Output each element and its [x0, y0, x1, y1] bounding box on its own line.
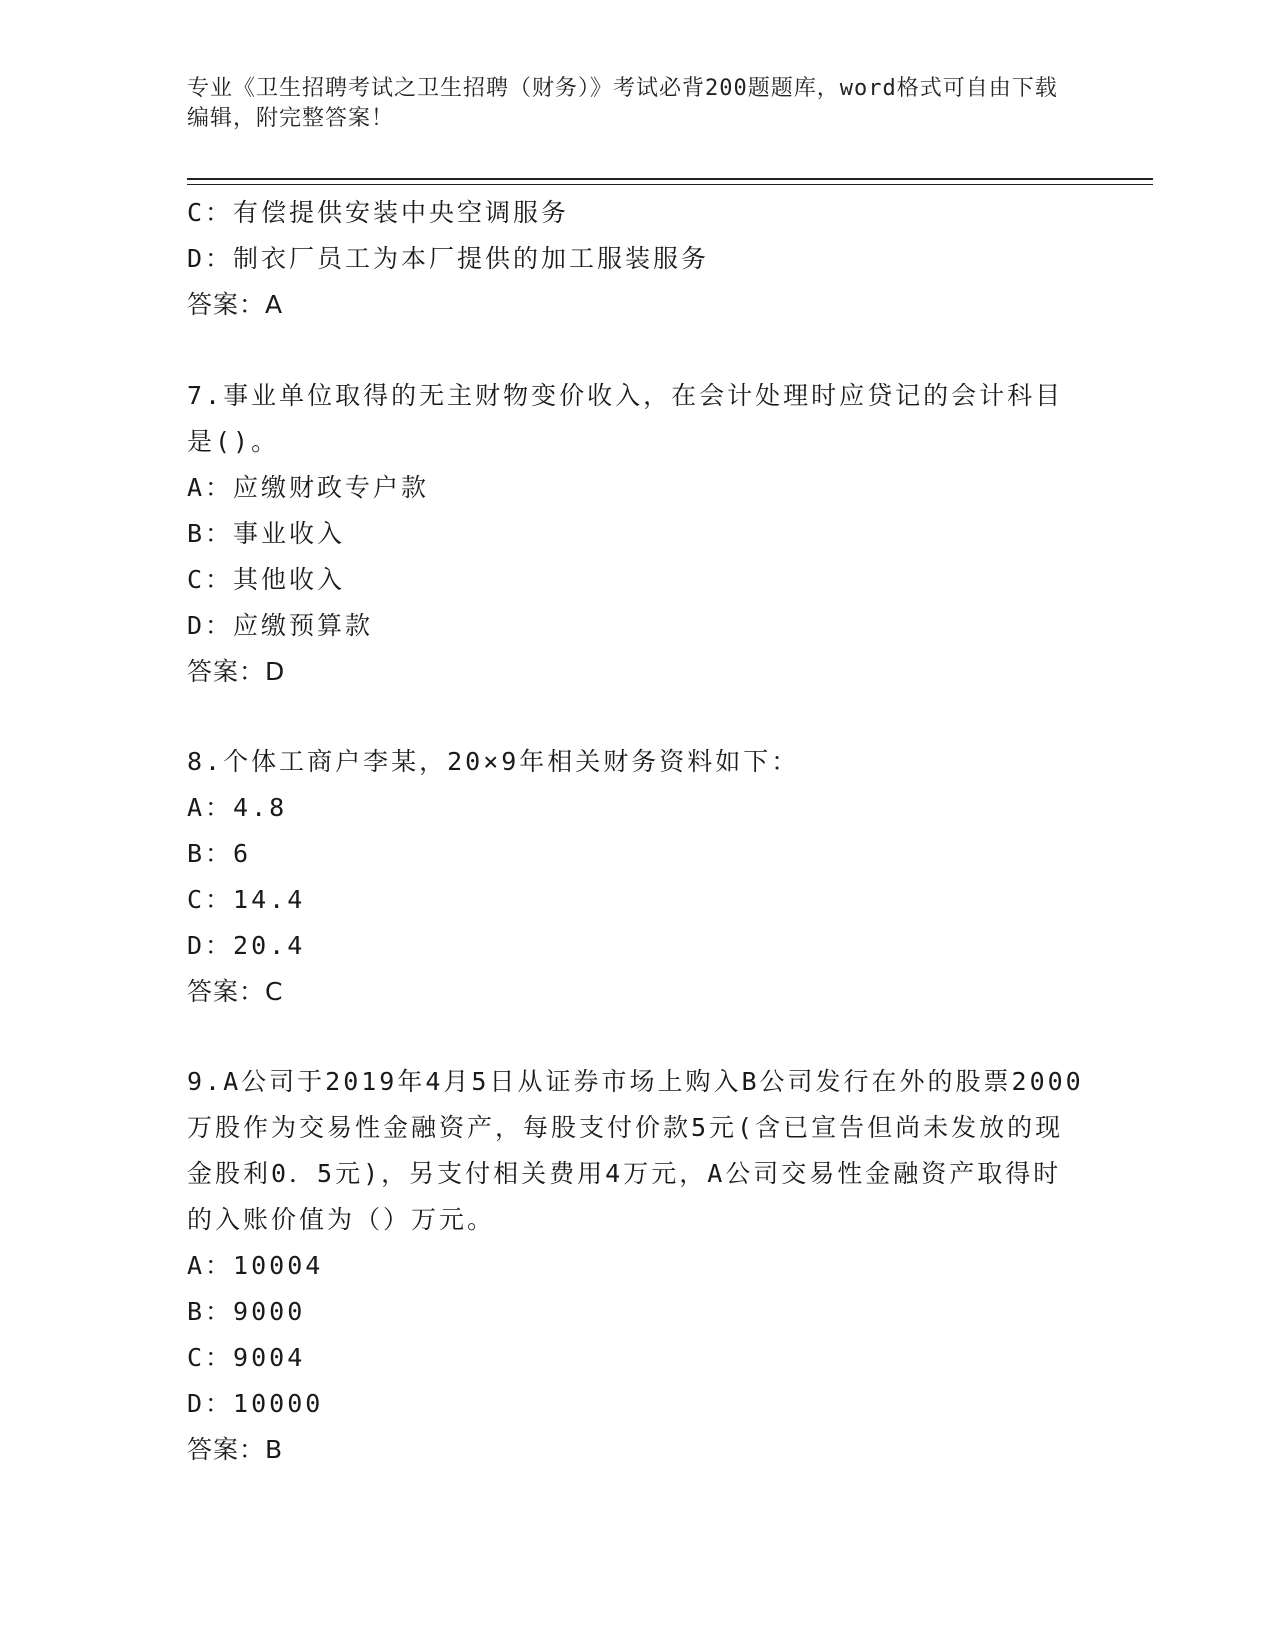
answer-line: 答案：C [187, 977, 284, 1006]
question-7 [187, 373, 1087, 695]
question-text: 9.A公司于2019年4月5日从证券市场上购入B公司发行在外的股票2000万股作为交易性金融资产，每股支付价款5元(含已宣告但尚未发放的现金股利0．5元)，另支付相关费用4万元，A公司交易性金融资产取得时的入账价值为（）万元。 [187, 1067, 1084, 1234]
question-text: 8.个体工商户李某，20×9年相关财务资料如下： [187, 747, 800, 776]
option-d: D：制衣厂员工为本厂提供的加工服装服务 [187, 244, 710, 273]
option-b: B：9000 [187, 1297, 306, 1326]
header-rule-thick [187, 178, 1153, 180]
option-d: D：10000 [187, 1389, 324, 1418]
option-a: A：应缴财政专户款 [187, 473, 430, 502]
header-rule-thin [187, 184, 1153, 185]
option-d: D：20.4 [187, 931, 306, 960]
question-text: 7.事业单位取得的无主财物变价收入，在会计处理时应贷记的会计科目是()。 [187, 381, 1064, 456]
question-9 [187, 1059, 1087, 1473]
answer-line: 答案：A [187, 290, 284, 319]
option-b: B：事业收入 [187, 519, 346, 548]
question-6-tail [187, 190, 1087, 328]
option-a: A：10004 [187, 1251, 324, 1280]
option-b: B：6 [187, 839, 252, 868]
document-header: 专业《卫生招聘考试之卫生招聘（财务）》考试必背200题题库，word格式可自由下载编辑，附完整答案！ [187, 76, 1058, 131]
option-d: D：应缴预算款 [187, 611, 374, 640]
option-c: C：9004 [187, 1343, 306, 1372]
option-c: C：其他收入 [187, 565, 346, 594]
spacer [187, 1015, 1087, 1059]
option-c: C：有偿提供安装中央空调服务 [187, 198, 570, 227]
answer-line: 答案：D [187, 657, 286, 686]
option-c: C：14.4 [187, 885, 306, 914]
spacer [187, 695, 1087, 739]
answer-line: 答案：B [187, 1435, 284, 1464]
spacer [187, 328, 1087, 373]
option-a: A：4.8 [187, 793, 288, 822]
question-8 [187, 739, 1087, 1015]
question-list [187, 190, 1087, 1473]
